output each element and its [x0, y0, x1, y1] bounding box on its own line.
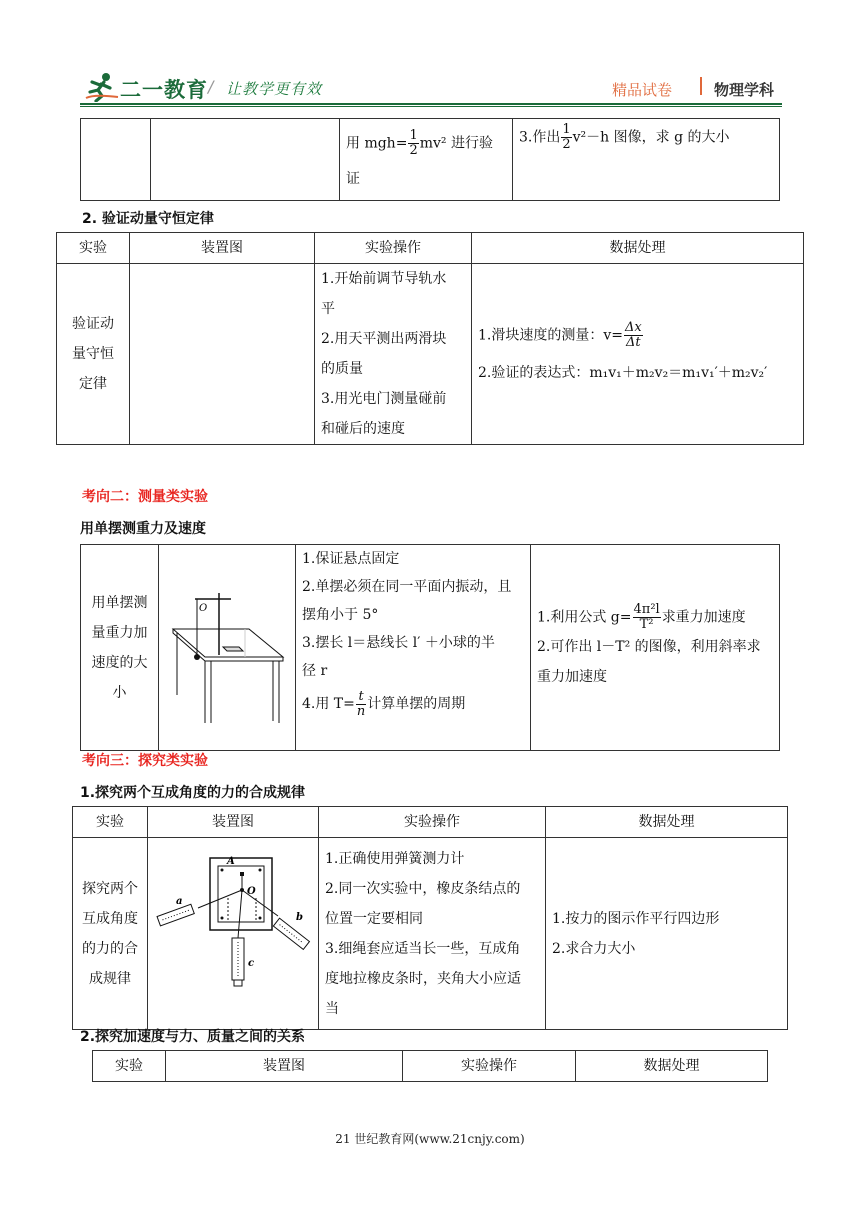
operation-line: 度地拉橡皮条时，夹角大小应适	[325, 970, 521, 987]
experiment-line: 的力的合	[82, 940, 138, 957]
slogan: 让教学更有效	[226, 80, 323, 98]
op-text: 用 mgh=	[346, 135, 408, 152]
operation-line: 径 r	[302, 663, 328, 679]
header-cell: 装置图	[130, 233, 315, 264]
experiment-line: 互成角度	[82, 910, 138, 927]
operation-cell	[319, 838, 546, 1030]
experiment-line: 成规律	[89, 970, 131, 987]
operation-line: 当	[325, 1000, 339, 1017]
data-text-suffix: 求重力加速度	[661, 609, 746, 626]
energy-table-continuation	[80, 118, 780, 201]
pendulum-diagram	[159, 545, 295, 739]
data-cell	[531, 545, 780, 751]
section-title-pendulum: 用单摆测重力及速度	[80, 521, 206, 537]
point-a-label: A	[227, 856, 235, 867]
point-o-label: O	[247, 886, 256, 897]
figure-cell	[159, 545, 296, 751]
momentum-table	[56, 232, 804, 445]
data-text: 2.验证的表达式：m₁v₁＋m₂v₂＝m₁v₁′＋m₂v₂′	[478, 364, 768, 381]
footer-text: 21 世纪教育网(www.21cnjy.com)	[335, 1132, 525, 1146]
fraction: $\frac{1}{2}$	[562, 122, 571, 152]
op-text-suffix: mv² 进行验	[419, 135, 493, 152]
data-text: 重力加速度	[537, 669, 607, 685]
operation-line: 1.保证悬点固定	[302, 551, 400, 567]
header-cell: 实验	[93, 1051, 166, 1082]
header-cell: 数据处理	[576, 1051, 768, 1082]
experiment-line: 量重力加	[91, 624, 148, 641]
operation-line: 2.用天平测出两滑块	[321, 331, 447, 347]
header-cell: 实验	[73, 807, 148, 838]
header-cell: 装置图	[148, 807, 319, 838]
operation-line: 3.用光电门测量碰前	[321, 391, 447, 407]
data-text: 1.滑块速度的测量：v=	[478, 327, 623, 343]
experiment-cell	[57, 264, 130, 445]
section-title-kaoxiang2: 考向二：测量类实验	[82, 489, 208, 505]
header-cell: 数据处理	[472, 233, 804, 264]
operation-cell	[315, 264, 472, 445]
op-text-line2: 证	[346, 171, 360, 187]
runner-logo-icon	[84, 72, 120, 102]
section-title-kaoxiang3: 考向三：探究类实验	[82, 753, 208, 769]
fraction: $\frac{\text{4π²l}}{\text{T²}}$	[633, 602, 660, 632]
fraction: $\frac{\Delta x}{\Delta t}$	[625, 319, 642, 350]
spring-c-label: c	[248, 958, 255, 969]
section-title-acceleration: 2.探究加速度与力、质量之间的关系	[80, 1029, 306, 1045]
data-text: 2.可作出 l－T² 的图像，利用斜率求	[537, 639, 761, 655]
operation-line: 摆角小于 5°	[302, 607, 379, 623]
data-cell	[472, 264, 804, 445]
operation-line: 3.摆长 l＝悬线长 l′ ＋小球的半	[302, 635, 495, 651]
header-cell: 实验	[57, 233, 130, 264]
experiment-line: 用单摆测	[91, 594, 148, 611]
operation-line: 2.单摆必须在同一平面内振动，且	[302, 579, 512, 595]
experiment-cell	[73, 838, 148, 1030]
spring-b-label: b	[296, 912, 303, 923]
section-title-momentum: 2. 验证动量守恒定律	[82, 211, 214, 227]
data-cell	[546, 838, 788, 1030]
operation-text: 4.用 T=	[302, 696, 355, 712]
operation-cell	[296, 545, 531, 751]
data-cell	[513, 119, 780, 201]
operation-line: 位置一定要相同	[325, 910, 423, 927]
operation-line: 2.同一次实验中，橡皮条结点的	[325, 880, 521, 897]
header-separator	[700, 77, 702, 95]
point-o-label: O	[199, 603, 208, 614]
force-composition-diagram	[148, 838, 318, 1018]
experiment-line: 小	[112, 684, 127, 701]
operation-line: 和碰后的速度	[321, 421, 405, 437]
header-cell: 实验操作	[315, 233, 472, 264]
table-cell	[81, 119, 151, 201]
operation-line: 平	[321, 301, 335, 317]
experiment-line: 探究两个	[82, 880, 138, 897]
data-text: 1.利用公式 g=	[537, 609, 632, 626]
experiment-line: 验证动	[72, 316, 114, 332]
acceleration-table	[92, 1050, 768, 1082]
table-cell	[151, 119, 340, 201]
header-cell: 实验操作	[403, 1051, 576, 1082]
data-text-suffix: v²－h 图像，求 g 的大小	[572, 129, 730, 146]
section-title-force: 1.探究两个互成角度的力的合成规律	[80, 785, 306, 801]
operation-line: 的质量	[321, 361, 363, 377]
experiment-line: 量守恒	[72, 346, 114, 362]
operation-cell	[340, 119, 513, 201]
experiment-line: 速度的大	[91, 654, 148, 671]
header-rule-thin	[80, 106, 782, 107]
figure-cell	[148, 838, 319, 1030]
header-rule	[80, 103, 782, 105]
operation-line: 3.细绳套应适当长一些，互成角	[325, 940, 521, 957]
header-cell: 实验操作	[319, 807, 546, 838]
data-text: 3.作出	[519, 129, 561, 146]
logo-text: 二一教育	[120, 78, 208, 102]
subject: 物理学科	[714, 81, 775, 99]
data-line: 1.按力的图示作平行四边形	[552, 910, 720, 927]
figure-cell	[130, 264, 315, 445]
force-table	[72, 806, 788, 1030]
operation-line: 1.正确使用弹簧测力计	[325, 850, 465, 867]
header-cell: 数据处理	[546, 807, 788, 838]
logo-divider: /	[208, 77, 214, 96]
experiment-line: 定律	[79, 376, 107, 392]
paper-type: 精品试卷	[612, 81, 673, 99]
experiment-cell	[81, 545, 159, 751]
pendulum-table	[80, 544, 780, 751]
data-line: 2.求合力大小	[552, 940, 636, 957]
spring-a-label: a	[176, 896, 183, 907]
fraction: $\frac{t}{n}$	[356, 688, 366, 719]
operation-text-suffix: 计算单摆的周期	[367, 696, 466, 712]
operation-line: 1.开始前调节导轨水	[321, 271, 447, 287]
fraction: $\frac{1}{2}$	[409, 128, 418, 158]
header-cell: 装置图	[166, 1051, 403, 1082]
